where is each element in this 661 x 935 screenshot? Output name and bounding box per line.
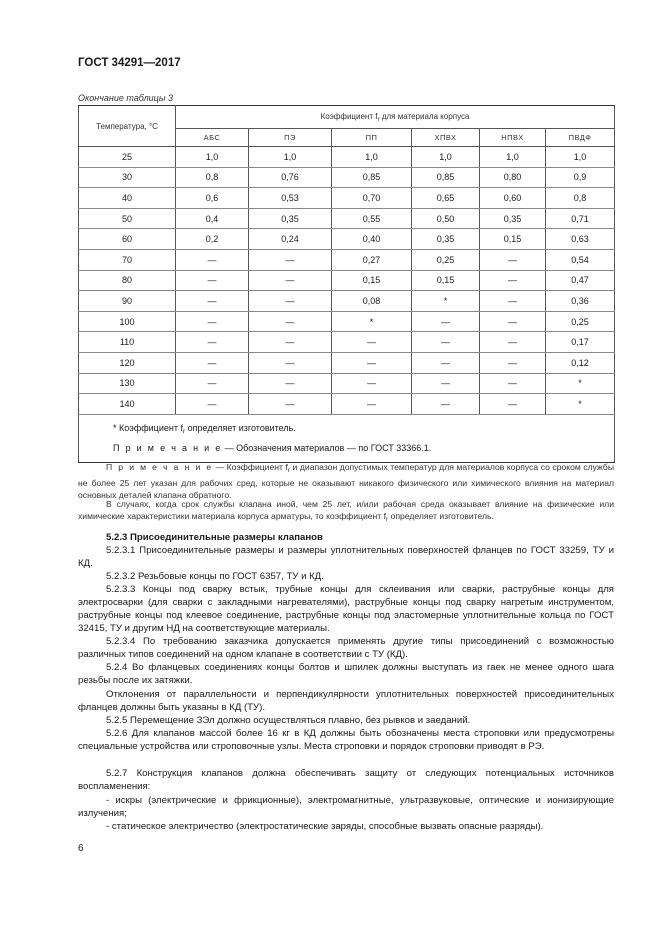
- service-life-paragraph: В случаях, когда срок службы клапана иной, чем 25 лет, и/или рабочая среда оказывает влияние на физические или химические характеристики материала корпуса арматуры, то коэффициент $f_r$ определяет изготовитель.: [78, 499, 614, 523]
- coefficient-cell: 1,0: [249, 147, 332, 168]
- coefficient-group-header: Коэффициент $f_r$ для материала корпуса: [176, 106, 615, 129]
- column-header: ПП: [332, 129, 412, 147]
- coefficient-cell: —: [249, 332, 332, 353]
- coefficient-cell: —: [249, 270, 332, 291]
- coefficient-cell: 0,8: [546, 188, 615, 209]
- column-header: АБС: [176, 129, 249, 147]
- coefficient-cell: 0,35: [249, 208, 332, 229]
- coefficient-cell: —: [480, 332, 546, 353]
- page-number: 6: [78, 843, 84, 854]
- paragraph-deviations: Отклонения от параллельности и перпендикулярности уплотнительных поверхностей присоединительных фланцев должны быть указаны в КД (ТУ).: [78, 689, 614, 713]
- coefficient-cell: —: [480, 249, 546, 270]
- coefficient-cell: 0,36: [546, 291, 615, 312]
- temperature-cell: 50: [79, 208, 176, 229]
- coefficient-cell: 0,25: [412, 249, 480, 270]
- coefficient-cell: 0,4: [176, 208, 249, 229]
- coefficient-cell: 0,15: [332, 270, 412, 291]
- coefficient-cell: —: [176, 311, 249, 332]
- temperature-cell: 90: [79, 291, 176, 312]
- coefficient-cell: 0,08: [332, 291, 412, 312]
- table-row: [79, 394, 615, 415]
- column-header: ПВДФ: [546, 129, 615, 147]
- temperature-cell: 80: [79, 270, 176, 291]
- table-row: [79, 188, 615, 209]
- coefficient-cell: *: [546, 394, 615, 415]
- coefficient-cell: —: [412, 332, 480, 353]
- coefficient-cell: 1,0: [412, 147, 480, 168]
- table-row: [79, 311, 615, 332]
- coefficient-cell: 0,17: [546, 332, 615, 353]
- coefficient-cell: 0,35: [480, 208, 546, 229]
- coefficient-cell: 0,24: [249, 229, 332, 250]
- footnote-asterisk: * Коэффициент $f_r$ определяет изготовитель.: [113, 422, 296, 435]
- table-row: [79, 332, 615, 353]
- coefficient-cell: 0,27: [332, 249, 412, 270]
- coefficient-cell: —: [176, 249, 249, 270]
- paragraph-5-2-4: 5.2.4 Во фланцевых соединениях концы болтов и шпилек должны выступать из гаек не менее одного шага резьбы после их затяжки.: [78, 662, 614, 686]
- coefficient-cell: 0,40: [332, 229, 412, 250]
- coefficient-cell: *: [546, 373, 615, 394]
- coefficient-cell: 0,60: [480, 188, 546, 209]
- temperature-cell: 60: [79, 229, 176, 250]
- temperature-cell: 25: [79, 147, 176, 168]
- column-header: ХПВХ: [412, 129, 480, 147]
- temperature-cell: 120: [79, 352, 176, 373]
- temperature-cell: 100: [79, 311, 176, 332]
- coefficient-cell: —: [480, 311, 546, 332]
- column-header: НПВХ: [480, 129, 546, 147]
- standard-code: ГОСТ 34291—2017: [78, 57, 181, 69]
- paragraph-5-2-5: 5.2.5 Перемещение ЗЭл должно осуществляться плавно, без рывков и заеданий.: [106, 715, 471, 726]
- coefficient-cell: —: [249, 249, 332, 270]
- coefficient-cell: —: [249, 291, 332, 312]
- coefficient-table: [78, 105, 615, 463]
- coefficient-cell: 1,0: [176, 147, 249, 168]
- coefficient-cell: *: [332, 311, 412, 332]
- table-row: [79, 249, 615, 270]
- coefficient-cell: 0,47: [546, 270, 615, 291]
- coefficient-cell: —: [249, 352, 332, 373]
- coefficient-cell: 0,80: [480, 167, 546, 188]
- paragraph-5-2-3-3: 5.2.3.3 Концы под сварку встык, трубные концы для склеивания или сварки, раструбные концы для электросварки (для сварки с закладными нагревателями), раструбные концы под сварку нагретым инструментом, раструбные концы под клеевое соединение, раструбные концы под эластомерные уплотнительные кольца по ГОСТ 32415, ТУ и другим НД на соответствующие материалы.: [78, 584, 614, 634]
- coefficient-cell: 0,85: [332, 167, 412, 188]
- coefficient-cell: —: [249, 311, 332, 332]
- coefficient-cell: 0,15: [412, 270, 480, 291]
- coefficient-cell: 0,25: [546, 311, 615, 332]
- coefficient-cell: —: [480, 270, 546, 291]
- coefficient-cell: —: [332, 352, 412, 373]
- coefficient-cell: —: [176, 270, 249, 291]
- table-caption: Окончание таблицы 3: [78, 93, 173, 103]
- coefficient-cell: —: [480, 373, 546, 394]
- temperature-cell: 140: [79, 394, 176, 415]
- coefficient-cell: 1,0: [480, 147, 546, 168]
- coefficient-cell: 0,2: [176, 229, 249, 250]
- table-row: [79, 229, 615, 250]
- temperature-cell: 70: [79, 249, 176, 270]
- coefficient-cell: —: [176, 291, 249, 312]
- coefficient-cell: 0,8: [176, 167, 249, 188]
- coefficient-cell: 0,54: [546, 249, 615, 270]
- table-footnotes: [79, 414, 615, 462]
- coefficient-cell: 0,85: [412, 167, 480, 188]
- paragraph-5-2-7: 5.2.7 Конструкция клапанов должна обеспечивать защиту от следующих потенциальных источников воспламенения:: [78, 768, 614, 792]
- coefficient-cell: *: [412, 291, 480, 312]
- coefficient-cell: —: [332, 373, 412, 394]
- coefficient-cell: 0,35: [412, 229, 480, 250]
- note-after-table: П р и м е ч а н и е — Коэффициент $f_r$ и диапазон допустимых температур для материалов корпуса со сроком службы не более 25 лет указан для рабочих сред, которые не оказывают никакого физического или химического влияния на материал основных деталей клапана обратного.: [78, 462, 614, 500]
- coefficient-cell: —: [480, 352, 546, 373]
- coefficient-cell: 0,71: [546, 208, 615, 229]
- table-row: [79, 270, 615, 291]
- coefficient-cell: —: [412, 373, 480, 394]
- coefficient-cell: —: [176, 332, 249, 353]
- coefficient-cell: —: [412, 352, 480, 373]
- temperature-cell: 130: [79, 373, 176, 394]
- coefficient-cell: —: [332, 394, 412, 415]
- coefficient-cell: —: [332, 332, 412, 353]
- coefficient-cell: 1,0: [332, 147, 412, 168]
- coefficient-cell: —: [412, 311, 480, 332]
- coefficient-cell: —: [480, 394, 546, 415]
- coefficient-cell: 0,63: [546, 229, 615, 250]
- table-row: [79, 291, 615, 312]
- paragraph-5-2-3-4: 5.2.3.4 По требованию заказчика допускается применять другие типы присоединений с возможностью различных типов соединений на одном клапане в соответствии с ТУ (КД).: [78, 636, 614, 660]
- coefficient-cell: 0,15: [480, 229, 546, 250]
- temperature-header: [79, 106, 176, 147]
- table-row: [79, 352, 615, 373]
- table-body: [79, 147, 615, 415]
- table-note: П р и м е ч а н и е — Обозначения материалов — по ГОСТ 33366.1.: [113, 442, 432, 453]
- coefficient-cell: —: [249, 373, 332, 394]
- coefficient-cell: —: [176, 373, 249, 394]
- temperature-cell: 30: [79, 167, 176, 188]
- table-row: [79, 373, 615, 394]
- coefficient-cell: 0,55: [332, 208, 412, 229]
- coefficient-cell: 0,53: [249, 188, 332, 209]
- coefficient-cell: —: [249, 394, 332, 415]
- coefficient-cell: 0,9: [546, 167, 615, 188]
- table-row: [79, 208, 615, 229]
- coefficient-cell: —: [480, 291, 546, 312]
- coefficient-cell: —: [176, 394, 249, 415]
- coefficient-cell: 0,70: [332, 188, 412, 209]
- coefficient-cell: —: [176, 352, 249, 373]
- list-item-sparks: - искры (электрические и фрикционные), электромагнитные, ультразвуковые, оптические и ионизирующие излучения;: [78, 795, 614, 819]
- coefficient-cell: 0,76: [249, 167, 332, 188]
- coefficient-cell: 0,65: [412, 188, 480, 209]
- coefficient-cell: —: [412, 394, 480, 415]
- column-header: ПЭ: [249, 129, 332, 147]
- list-item-static: - статическое электричество (электростатические заряды, способные вызвать опасные разряды).: [106, 821, 544, 832]
- temperature-cell: 110: [79, 332, 176, 353]
- paragraph-5-2-3-1: 5.2.3.1 Присоединительные размеры и размеры уплотнительных поверхностей фланцев по ГОСТ 33259, ТУ и КД.: [78, 545, 614, 569]
- coefficient-cell: 0,12: [546, 352, 615, 373]
- table-row: [79, 147, 615, 168]
- coefficient-cell: 0,50: [412, 208, 480, 229]
- paragraph-5-2-6: 5.2.6 Для клапанов массой более 16 кг в КД должны быть обозначены места строповки или предусмотрены специальные устройства или строповочные узлы. Места строповки и порядок строповки приводят в РЭ.: [78, 728, 614, 752]
- paragraph-5-2-3-2: 5.2.3.2 Резьбовые концы по ГОСТ 6357, ТУ и КД.: [106, 571, 324, 582]
- temperature-header-label: Температура, °С: [96, 121, 158, 131]
- temperature-cell: 40: [79, 188, 176, 209]
- coefficient-cell: 0,6: [176, 188, 249, 209]
- section-heading: 5.2.3 Присоединительные размеры клапанов: [106, 532, 323, 543]
- coefficient-cell: 1,0: [546, 147, 615, 168]
- table-row: [79, 167, 615, 188]
